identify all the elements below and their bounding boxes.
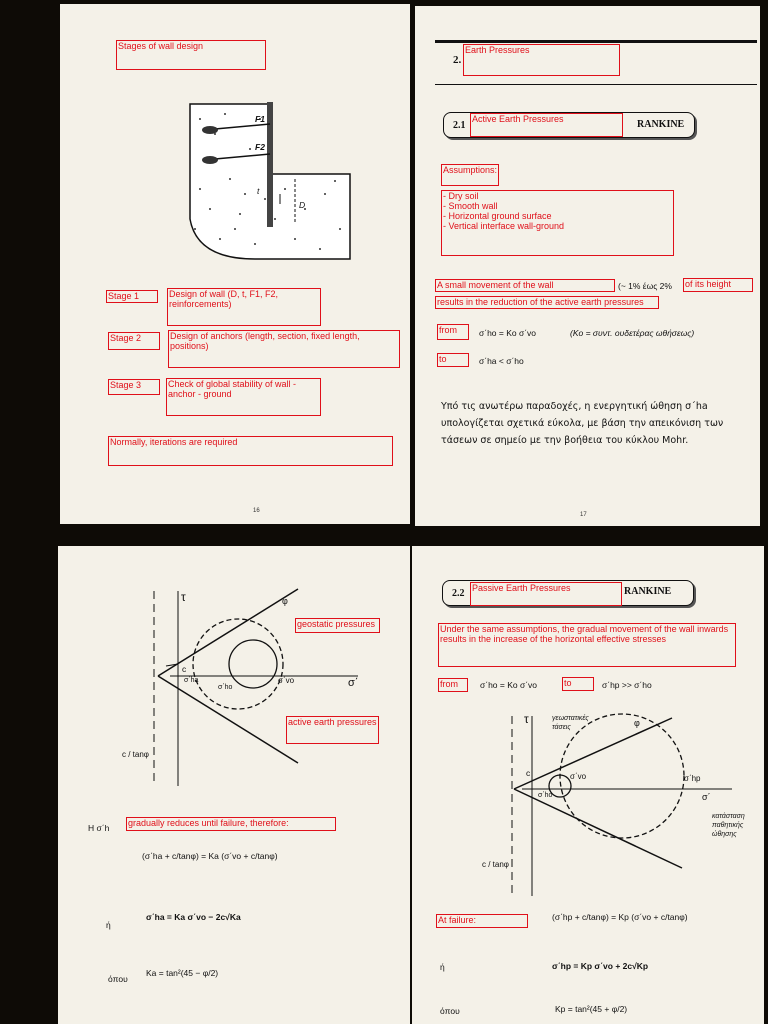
equation-3: Kp = tan²(45 + φ/2) (555, 1004, 628, 1014)
movement-text: A small movement of the wall (435, 279, 615, 292)
assumptions-list: - Dry soil - Smooth wall - Horizontal ground surface - Vertical interface wall-ground (441, 190, 674, 256)
page-16 (60, 4, 410, 524)
f1-label: F1 (255, 114, 265, 124)
passive-greek-label: κατάσταση παθητικής ώθησης (712, 813, 745, 838)
t-label: t (257, 186, 260, 196)
stages-title: Stages of wall design (116, 40, 266, 70)
from-label: from (437, 324, 469, 340)
assumptions-label: Assumptions: (441, 164, 499, 186)
iterations-note: Normally, iterations are required (108, 436, 393, 466)
c-tan-label: c / tanφ (122, 750, 149, 759)
geostatic-label: geostatic pressures (295, 618, 380, 633)
mohr-passive-diagram (432, 706, 762, 906)
equation-1: (σ΄ha + c/tanφ) = Ka (σ΄vo + c/tanφ) (142, 851, 278, 861)
stage-2-label: Stage 2 (108, 332, 160, 350)
stage-1-label: Stage 1 (106, 290, 158, 303)
percent-text: (~ 1% έως 2% (618, 281, 672, 291)
sub-title: Active Earth Pressures (470, 113, 623, 137)
section-title: Earth Pressures (463, 44, 620, 76)
to-label: to (562, 677, 594, 691)
f2-label: F2 (255, 142, 265, 152)
greek-paragraph: Υπό τις ανωτέρω παραδοχές, η ενεργητική ώθηση σ΄ha υπολογίζεται σχετικά εύκολα, με βάση την απεικόνιση των τάσεων σε σημείο με την βοήθεια του κύκλου Mohr. (441, 401, 724, 446)
page-number: 16 (253, 508, 260, 514)
header-rule-thin (435, 84, 757, 85)
equation-3: Ka = tan²(45 − φ/2) (146, 968, 219, 978)
sigma-vo-label: σ΄vo (570, 772, 587, 781)
c-tan-label: c / tanφ (482, 860, 509, 869)
page-17 (415, 6, 760, 526)
sigma-axis-label: σ΄ (702, 792, 711, 802)
where-text: όπου (440, 1006, 460, 1016)
sub-title: Passive Earth Pressures (470, 582, 622, 606)
or-text: ή (106, 920, 111, 930)
c-label: c (182, 664, 187, 674)
at-failure-label: At failure: (436, 914, 528, 928)
sub-number: 2.1 (453, 120, 466, 131)
page-19 (412, 546, 764, 1024)
under-assumptions-text: Under the same assumptions, the gradual movement of the wall inwards results in the increase of the horizontal effective stresses (438, 623, 736, 667)
to-equation: σ΄ha < σ΄ho (479, 356, 524, 366)
tau-label: τ (181, 590, 186, 604)
stage-3-text: Check of global stability of wall - anchor - ground (166, 378, 321, 416)
header-rule (435, 40, 757, 43)
reduction-text: results in the reduction of the active earth pressures (435, 296, 659, 309)
from-equation: σ΄ho = Ko σ΄vo (479, 328, 537, 338)
sigma-hp-label: σ΄hp (684, 774, 701, 783)
c-label: c (526, 768, 531, 778)
equation-2: σ΄hp = Kp σ΄vo + 2c√Kp (552, 961, 649, 971)
stage-2-text: Design of anchors (length, section, fixed length, positions) (168, 330, 400, 368)
wall-figure (175, 99, 375, 269)
sigma-axis-label: σ΄ (348, 677, 359, 689)
from-equation: σ΄ho = Ko σ΄vo (480, 680, 538, 690)
tau-label: τ (524, 712, 529, 726)
sigma-ho-label: σ΄ho (538, 792, 553, 799)
equation-2: σ΄ha = Ka σ΄vo − 2c√Ka (146, 912, 241, 922)
equation-1: (σ΄hp + c/tanφ) = Kp (σ΄vo + c/tanφ) (552, 912, 688, 922)
stage-1-text: Design of wall (D, t, F1, F2, reinforcements) (167, 288, 321, 326)
d-label: D (299, 200, 306, 210)
h-sigma-text: H σ΄h (88, 823, 110, 833)
to-equation: σ΄hp >> σ΄ho (602, 680, 652, 690)
active-label: active earth pressures (286, 716, 379, 744)
page-number: 17 (580, 512, 587, 518)
sub-number: 2.2 (452, 588, 465, 599)
stage-3-label: Stage 3 (108, 379, 160, 395)
section-number: 2. (453, 54, 462, 66)
from-label: from (438, 678, 468, 692)
to-label: to (437, 353, 469, 367)
of-height-text: of its height (683, 278, 753, 292)
geostatic-greek-label: γεωστατικές τάσεις (552, 715, 589, 731)
reduces-text: gradually reduces until failure, therefore: (126, 817, 336, 831)
phi-label: φ (282, 596, 288, 606)
page-18 (58, 546, 410, 1024)
rankine-label: RANKINE (624, 586, 672, 597)
phi-label: φ (634, 718, 640, 728)
or-text: ή (440, 962, 445, 972)
sigma-ha-label: σ΄ha (184, 677, 199, 684)
rankine-label: RANKINE (637, 119, 685, 130)
sigma-vo-label: σ΄vo (278, 676, 295, 685)
where-text: όπου (108, 974, 128, 984)
sigma-ho-label: σ΄ho (218, 684, 233, 691)
ko-note: (Ko = συντ. ουδετέρας ωθήσεως) (570, 328, 695, 338)
